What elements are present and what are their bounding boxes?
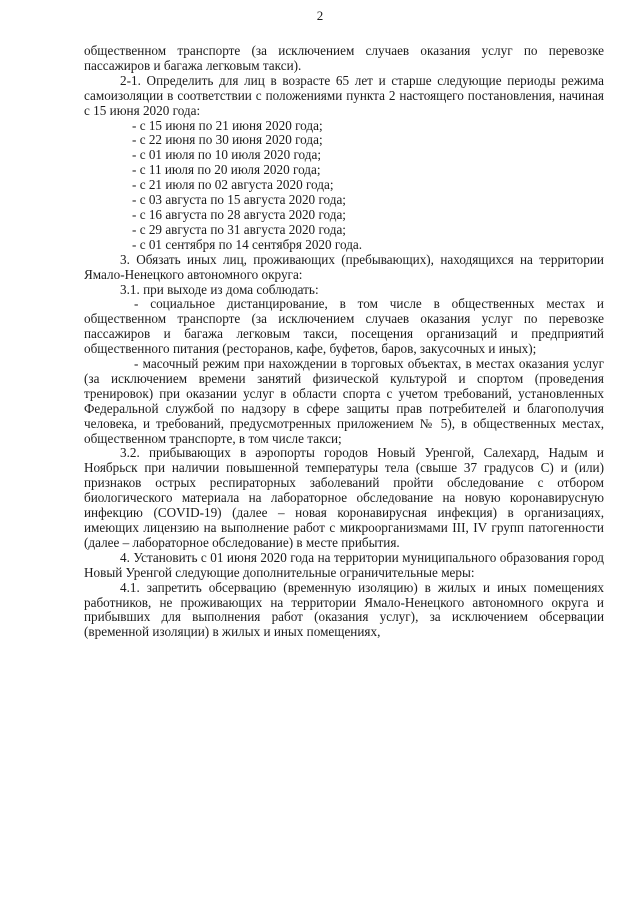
list-item: - с 16 августа по 28 августа 2020 года; [132,206,346,222]
period-list [84,119,604,253]
page-number: 2 [316,8,324,23]
paragraph-4-1: 4.1. запретить обсервацию (временную изоляцию) в жилых и иных помещениях работников, не проживающих на территории Ямало-Ненецкого автономного округа и прибывших для выполнения работ (оказания услуг), за исключением обсервации (временной изоляции) в жилых и иных помещениях, [84,579,604,640]
list-item: - с 29 августа по 31 августа 2020 года; [132,221,346,237]
paragraph-3-1: 3.1. при выходе из дома соблюдать: [120,281,319,297]
list-item: - с 11 июля по 20 июля 2020 года; [132,162,321,178]
paragraph-4: 4. Установить с 01 июня 2020 года на территории муниципального образования город Новый Уренгой следующие дополнительные ограничительные меры: [84,549,604,580]
list-item: - с 21 июля по 02 августа 2020 года; [132,177,334,193]
paragraph-3-2: 3.2. прибывающих в аэропорты городов Новый Уренгой, Салехард, Надым и Ноябрьск при наличии повышенной температуры тела (свыше 37 градусов С) и (или) признаков острых респираторных заболеваний пройти обследование с отбором биологического материала на лабораторное обследование на новую коронавирусную инфекцию (COVID-19) (далее – новая коронавирусная инфекция) в организациях, имеющих лицензию на выполнение работ с микроорганизмами III, IV групп патогенности (далее – лабораторное обследование) в месте прибытия. [84,445,604,550]
list-item: - с 01 сентября по 14 сентября 2020 года. [132,236,363,252]
list-item: - с 03 августа по 15 августа 2020 года; [132,192,346,208]
list-item: - с 15 июня по 21 июня 2020 года; [132,117,323,133]
paragraph-distancing: - социальное дистанцирование, в том числе в общественных местах и общественном транспорте (за исключением случаев оказания услуг по перевозке пассажиров и багажа легковым такси, посещения организаций и предприятий общественного питания (ресторанов, кафе, буфетов, баров, закусочных и иных); [84,296,604,357]
list-item: - с 01 июля по 10 июля 2020 года; [132,147,321,163]
paragraph-mask-regime: - масочный режим при нахождении в торговых объектах, в местах оказания услуг (за исключением времени занятий физической культурой и спортом (проведения тренировок) при оказании услуг в области спорта с учетом требований, установленных Федеральной службой по надзору в сфере защиты прав потребителей и благополучия человека, и требований, предусмотренных приложением № 5), в общественных местах, общественном транспорте, в том числе такси; [84,356,604,446]
paragraph-3: 3. Обязать иных лиц, проживающих (пребывающих), находящихся на территории Ямало-Ненецкого автономного округа: [84,251,604,282]
paragraph-continuation: общественном транспорте (за исключением случаев оказания услуг по перевозке пассажиров и багажа легковым такси). [84,43,604,73]
document-body [84,44,604,640]
list-item: - с 22 июня по 30 июня 2020 года; [132,132,323,148]
paragraph-2-1: 2-1. Определить для лиц в возрасте 65 лет и старше следующие периоды режима самоизоляции в соответствии с положениями пункта 2 настоящего постановления, начиная с 15 июня 2020 года: [84,72,604,118]
